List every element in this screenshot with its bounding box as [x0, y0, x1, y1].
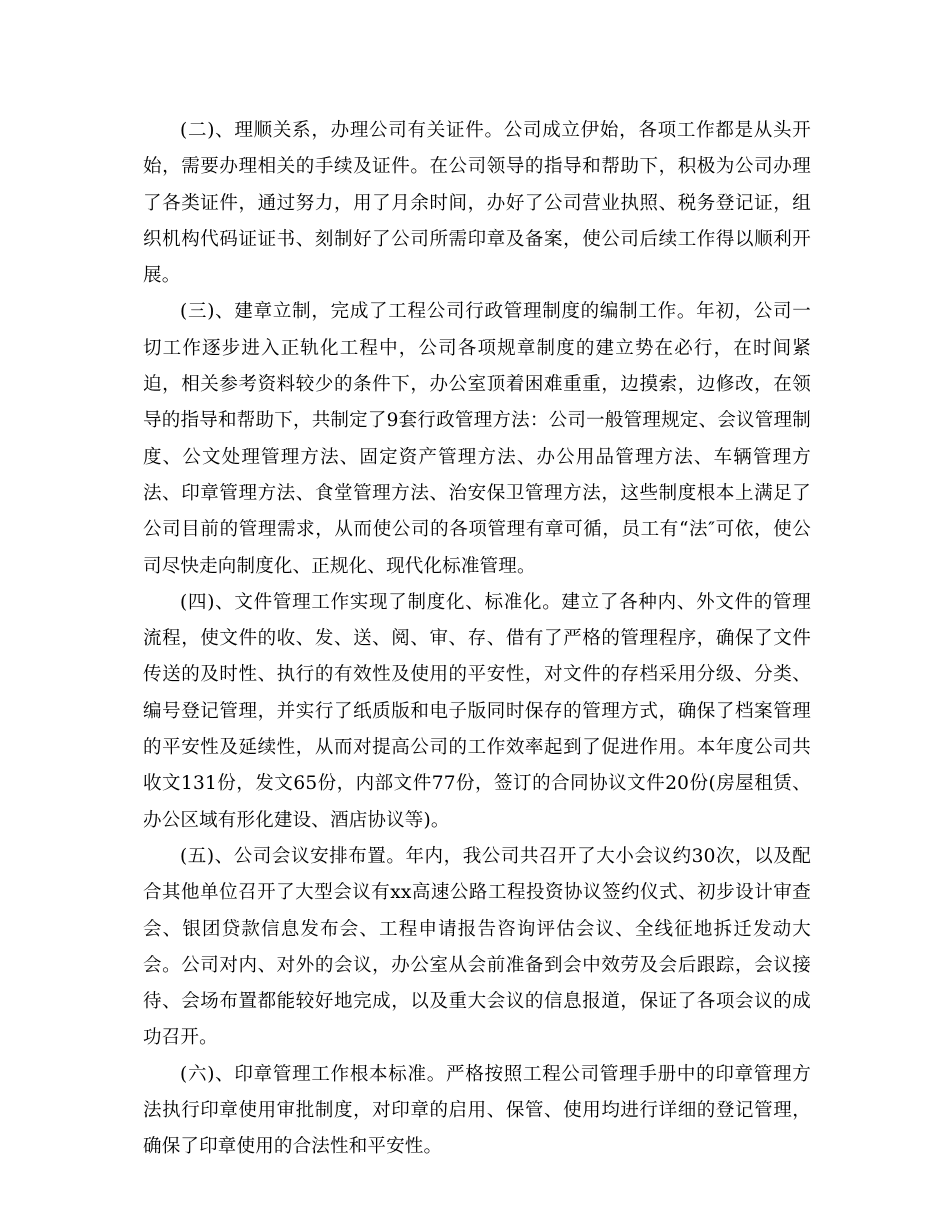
- paragraph-2: (二)、理顺关系，办理公司有关证件。公司成立伊始，各项工作都是从头开始，需要办理相关的手续及证件。在公司领导的指导和帮助下，积极为公司办理了各类证件，通过努力，用了月余时间，办好了公司营业执照、税务登记证，组织机构代码证证书、刻制好了公司所需印章及备案，使公司后续工作得以顺利开展。: [143, 120, 811, 287]
- paragraph-6: (六)、印章管理工作根本标准。严格按照工程公司管理手册中的印章管理方法执行印章使用审批制度，对印章的启用、保管、使用均进行详细的登记管理，确保了印章使用的合法性和平安性。: [143, 1063, 811, 1158]
- document-body: [143, 113, 811, 1166]
- paragraph-4: (四)、文件管理工作实现了制度化、标准化。建立了各种内、外文件的管理流程，使文件的收、发、送、阅、审、存、借有了严格的管理程序，确保了文件传送的及时性、执行的有效性及使用的平安性，对文件的存档采用分级、分类、编号登记管理，并实行了纸质版和电子版同时保存的管理方式，确保了档案管理的平安性及延续性，从而对提高公司的工作效率起到了促进作用。本年度公司共收文131份，发文65份，内部文件77份，签订的合同协议文件20份(房屋租赁、办公区域有形化建设、酒店协议等)。: [143, 591, 811, 831]
- paragraph-5: (五)、公司会议安排布置。年内，我公司共召开了大小会议约30次，以及配合其他单位召开了大型会议有xx高速公路工程投资协议签约仪式、初步设计审查会、银团贷款信息发布会、工程申请报告咨询评估会议、全线征地拆迁发动大会。公司对内、对外的会议，办公室从会前准备到会中效劳及会后跟踪，会议接待、会场布置都能较好地完成，以及重大会议的信息报道，保证了各项会议的成功召开。: [143, 845, 811, 1049]
- paragraph-3: (三)、建章立制，完成了工程公司行政管理制度的编制工作。年初，公司一切工作逐步进入正轨化工程中，公司各项规章制度的建立势在必行，在时间紧迫，相关参考资料较少的条件下，办公室顶着困难重重，边摸索，边修改，在领导的指导和帮助下，共制定了9套行政管理方法：公司一般管理规定、会议管理制度、公文处理管理方法、固定资产管理方法、办公用品管理方法、车辆管理方法、印章管理方法、食堂管理方法、治安保卫管理方法，这些制度根本上满足了公司目前的管理需求，从而使公司的各项管理有章可循，员工有“法″可依，使公司尽快走向制度化、正规化、现代化标准管理。: [143, 301, 811, 577]
